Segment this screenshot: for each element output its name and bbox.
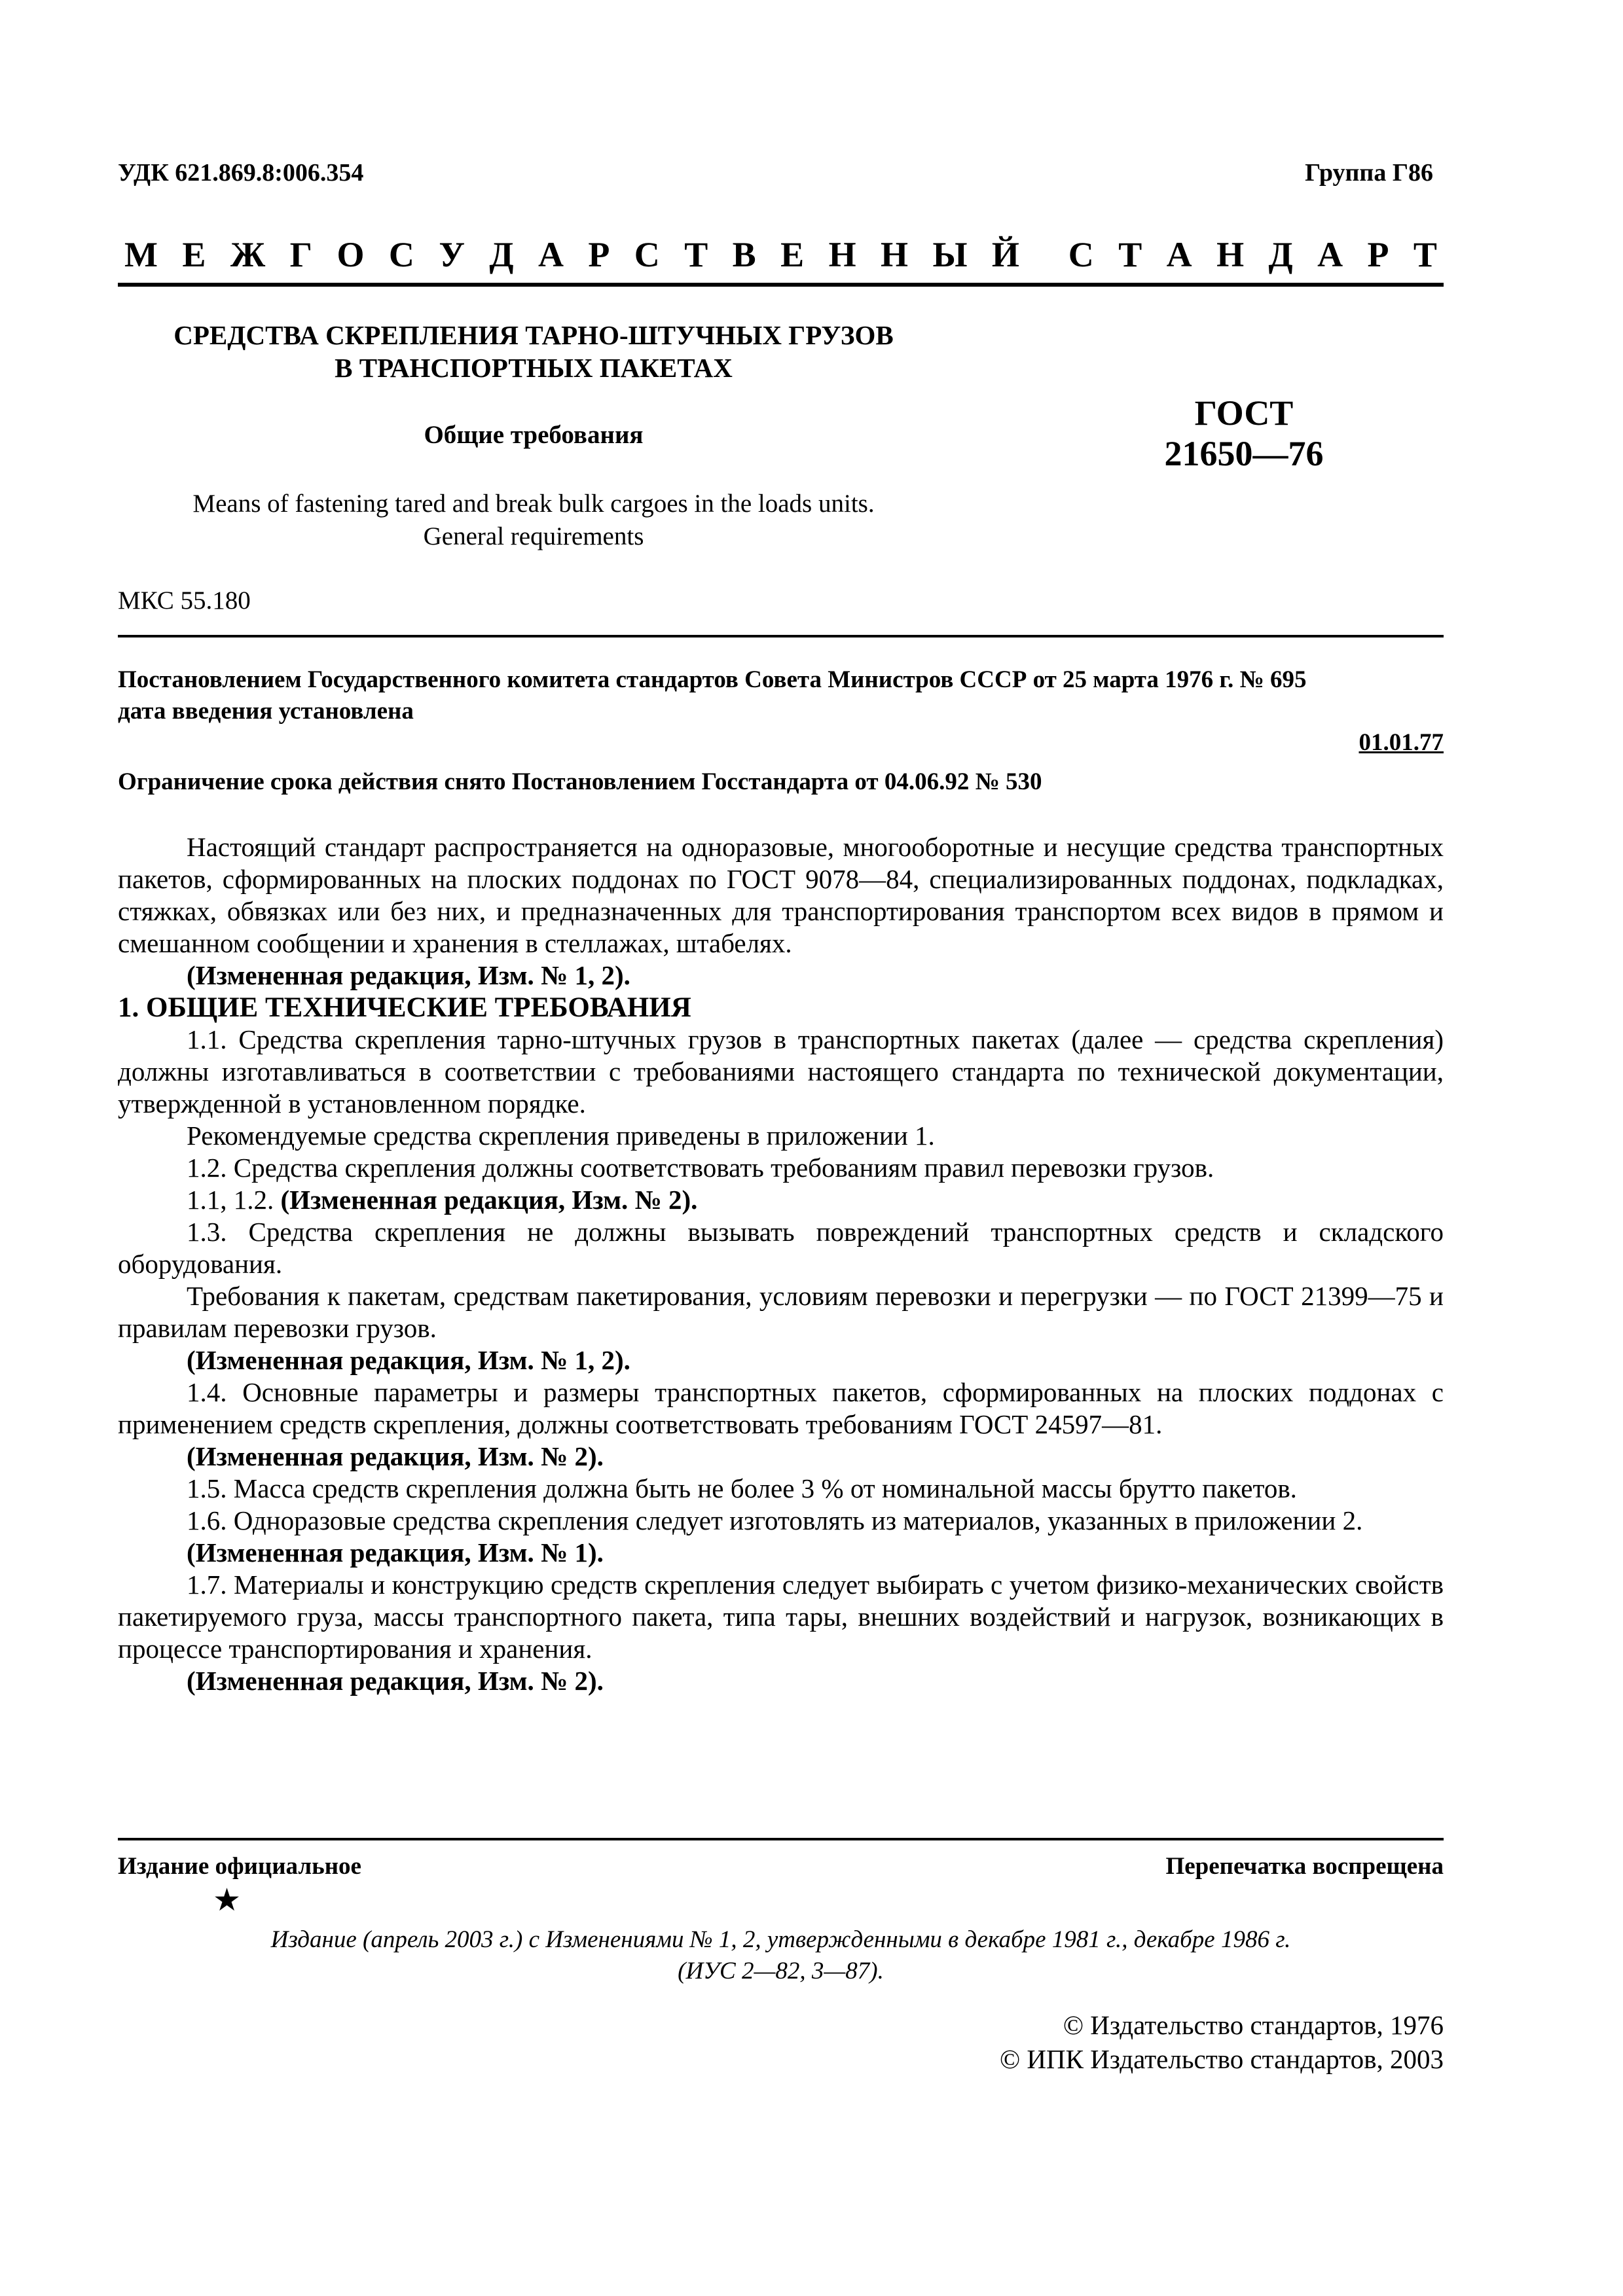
clause-1-2: 1.2. Средства скрепления должны соответствовать требованиям правил перевозки грузов. <box>187 1153 1214 1183</box>
edition-info-line-2: (ИУС 2—82, 3—87). <box>678 1958 884 1984</box>
standard-type-letter: Н <box>1216 235 1245 274</box>
standard-type-letter: Д <box>489 235 514 274</box>
clause-1-7-amendment: (Измененная редакция, Изм. № 2). <box>187 1666 604 1696</box>
title-line-1: СРЕДСТВА СКРЕПЛЕНИЯ ТАРНО-ШТУЧНЫХ ГРУЗОВ <box>173 320 894 350</box>
section-1-heading: 1. ОБЩИЕ ТЕХНИЧЕСКИЕ ТРЕБОВАНИЯ <box>118 992 691 1023</box>
intro-amendment: (Измененная редакция, Изм. № 1, 2). <box>187 960 630 990</box>
standard-type-letter: Т <box>684 235 708 274</box>
clause-1-1: 1.1. Средства скрепления тарно-штучных грузов в транспортных пакетах (далее — средства скрепления) должны изготавливаться в соответствии с требованиями настоящего стандарта по технической документации, утвержденной в установленном порядке. <box>118 1024 1444 1119</box>
adoption-resolution: Постановлением Государственного комитета стандартов Совета Министров СССР от 25 марта 1976 г. № 695 <box>118 666 1307 693</box>
group-code: Группа Г86 <box>1305 159 1433 187</box>
standard-type-letter: Е <box>780 235 805 274</box>
standard-type-letter: Ж <box>230 235 266 274</box>
amendment-ref: 1.1, 1.2. <box>187 1185 281 1215</box>
clause-1-6-amendment: (Измененная редакция, Изм. № 1). <box>187 1537 604 1568</box>
standard-type-letter: С <box>1068 235 1094 274</box>
adoption-date-label: дата введения установлена <box>118 698 414 725</box>
standard-type-letter: С <box>634 235 660 274</box>
standard-type-letter: А <box>1166 235 1192 274</box>
standard-type-letter: Ы <box>932 235 968 274</box>
standard-type-letter: А <box>1317 235 1343 274</box>
standard-type-letter: У <box>439 235 465 274</box>
english-title-line-1: Means of fastening tared and break bulk cargoes in the loads units. <box>192 490 875 518</box>
document-subtitle: Общие требования <box>424 421 644 449</box>
clause-1-5: 1.5. Масса средств скрепления должна быть не более 3 % от номинальной массы брутто пакетов. <box>187 1473 1297 1503</box>
standard-type-letter: Г <box>289 235 313 274</box>
star-icon: ★ <box>213 1883 242 1918</box>
clause-1-3: 1.3. Средства скрепления не должны вызывать повреждений транспортных средств и складского оборудования. <box>118 1217 1444 1279</box>
edition-info-line-1: Издание (апрель 2003 г.) с Изменениями № 1, 2, утвержденными в декабре 1981 г., декабре 1986 г. <box>270 1926 1291 1953</box>
clause-1-4: 1.4. Основные параметры и размеры транспортных пакетов, сформированных на плоских поддонах с применением средств скрепления, должны соответствовать требованиям ГОСТ 24597—81. <box>118 1377 1444 1439</box>
standard-type-letter: Е <box>182 235 206 274</box>
title-rule <box>118 283 1444 287</box>
standard-type-letter: В <box>732 235 756 274</box>
gost-number: 21650—76 <box>1164 434 1324 473</box>
document-title <box>118 319 949 384</box>
edition-info <box>118 1924 1444 1987</box>
footer-rule <box>118 1838 1444 1840</box>
copyright-2003: © ИПК Издательство стандартов, 2003 <box>999 2044 1444 2074</box>
standard-type-letter: Й <box>991 235 1019 274</box>
clause-1-3-amendment: (Измененная редакция, Изм. № 1, 2). <box>187 1345 630 1375</box>
body-content <box>118 831 1444 1697</box>
standard-type-letter: Т <box>1118 235 1142 274</box>
adoption-block <box>118 664 1444 798</box>
standard-type-letter: О <box>337 235 365 274</box>
english-title <box>118 488 949 553</box>
standard-type-letter: Н <box>881 235 909 274</box>
reprint-prohibited-label: Перепечатка воспрещена <box>1165 1853 1444 1880</box>
standard-type-letter: С <box>388 235 414 274</box>
official-edition-label: Издание официальное <box>118 1853 361 1880</box>
standard-type-letter: Т <box>1413 235 1437 274</box>
standard-type-letter: Д <box>1268 235 1293 274</box>
standard-type-letter: М <box>124 235 158 274</box>
mks-rule <box>118 635 1444 637</box>
standard-type-letter: А <box>538 235 564 274</box>
udk-code: УДК 621.869.8:006.354 <box>118 159 364 187</box>
standard-type-title <box>124 234 1437 275</box>
restriction-note: Ограничение срока действия снято Постановлением Госстандарта от 04.06.92 № 530 <box>118 768 1042 795</box>
standard-type-letter: Р <box>588 235 610 274</box>
copyright-1976: © Издательство стандартов, 1976 <box>1063 2010 1444 2040</box>
title-line-2: В ТРАНСПОРТНЫХ ПАКЕТАХ <box>335 353 733 383</box>
clause-1-6: 1.6. Одноразовые средства скрепления следует изготовлять из материалов, указанных в приложении 2. <box>187 1505 1363 1535</box>
adoption-date: 01.01.77 <box>1359 729 1444 756</box>
clause-1-3-requirements: Требования к пакетам, средствам пакетирования, условиям перевозки и перегрузки — по ГОСТ 21399—75 и правилам перевозки грузов. <box>118 1281 1444 1343</box>
clause-1-2-amendment <box>118 1184 1444 1216</box>
gost-designation <box>1074 393 1414 474</box>
mks-code: МКС 55.180 <box>118 586 251 615</box>
copyright-block <box>1000 2008 1444 2076</box>
clause-1-7: 1.7. Материалы и конструкцию средств скрепления следует выбирать с учетом физико-механических свойств пакетируемого груза, массы транспортного пакета, типа тары, внешних воздействий и нагрузок, возникающих в процессе транспортирования и хранения. <box>118 1570 1444 1664</box>
amendment-text: (Измененная редакция, Изм. № 2). <box>280 1185 698 1215</box>
clause-1-1-note: Рекомендуемые средства скрепления приведены в приложении 1. <box>187 1121 935 1151</box>
english-title-line-2: General requirements <box>423 522 644 550</box>
intro-paragraph: Настоящий стандарт распространяется на одноразовые, многооборотные и несущие средства транспортных пакетов, сформированных на плоских поддонах по ГОСТ 9078—84, специализированных поддонах, подкладках, стяжках, обвязках или без них, и предназначенных для транспортирования транспортом всех видов в прямом и смешанном сообщении и хранения в стеллажах, штабелях. <box>118 832 1444 958</box>
standard-type-letter: Р <box>1367 235 1389 274</box>
clause-1-4-amendment: (Измененная редакция, Изм. № 2). <box>187 1441 604 1471</box>
gost-prefix: ГОСТ <box>1194 393 1294 433</box>
standard-type-letter: Н <box>828 235 856 274</box>
